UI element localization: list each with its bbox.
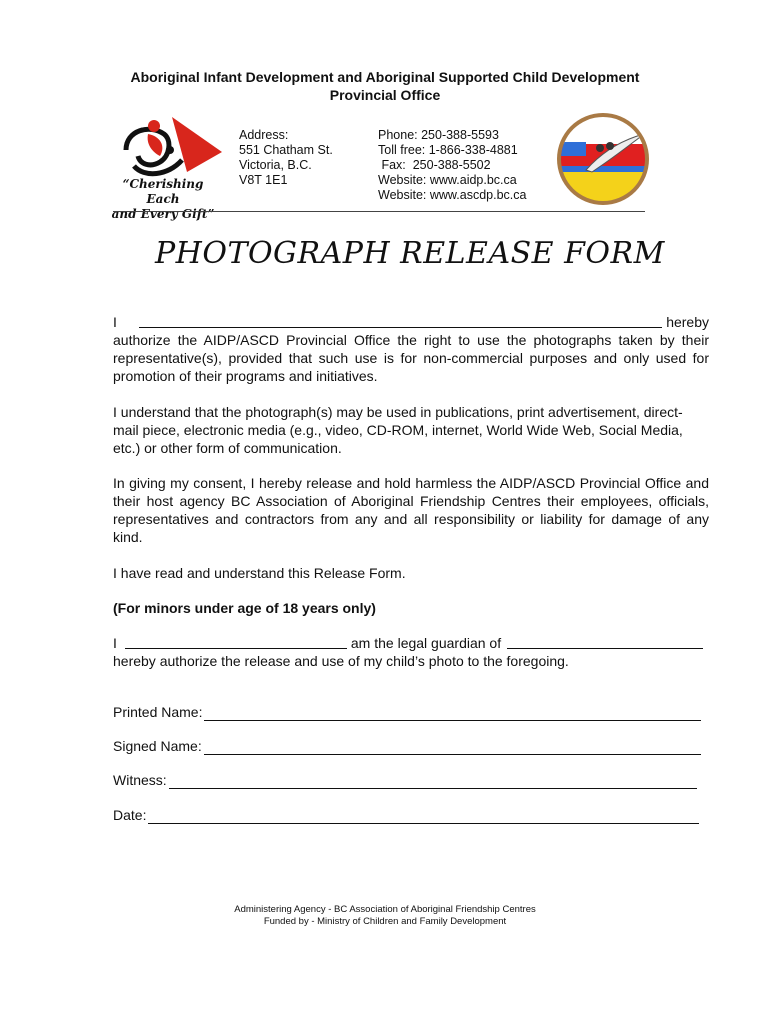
contact-phone: Phone: 250-388-5593 xyxy=(378,128,499,142)
contact-website-aidp: Website: www.aidp.bc.ca xyxy=(378,173,517,187)
printed-name-field xyxy=(113,703,701,721)
guardian-i: I xyxy=(113,635,117,651)
signed-name-label: Signed Name: xyxy=(113,738,202,754)
usage-paragraph: I understand that the photograph(s) may be used in publications, print advertisement, direct-mail piece, electronic media (e.g., video, CD-ROM, internet, World Wide Web, Social Media, etc.) or other form of communication. xyxy=(113,404,683,456)
form-title: PHOTOGRAPH RELEASE FORM xyxy=(155,236,665,271)
guardian-name-blank[interactable] xyxy=(125,634,347,649)
participant-name-blank[interactable] xyxy=(139,313,662,328)
authorization-i: I xyxy=(113,314,117,330)
release-paragraph: In giving my consent, I hereby release and hold harmless the AIDP/ASCD Provincial Office and their host agency BC Association of Aboriginal Friendship Centres their employees, officials, representatives and contractors from any and all responsibility or liability for damage of any kind. xyxy=(113,475,709,545)
guardian-paragraph xyxy=(113,634,703,670)
footer xyxy=(0,904,770,928)
authorization-text: authorize the AIDP/ASCD Provincial Office the right to use the photographs taken by their representative(s), provided that such use is for non-commercial purposes and only used for promotion of their programs and initiatives. xyxy=(113,332,709,384)
child-name-blank[interactable] xyxy=(507,634,703,649)
witness-blank[interactable] xyxy=(169,775,697,789)
contact-tollfree: Toll free: 1-866-338-4881 xyxy=(378,143,518,157)
date-label: Date: xyxy=(113,807,147,823)
address-block xyxy=(239,128,333,188)
witness-label: Witness: xyxy=(113,772,167,788)
address-city: Victoria, B.C. xyxy=(239,158,312,172)
authorization-paragraph xyxy=(113,313,709,385)
authorization-hereby: hereby xyxy=(666,314,709,330)
date-blank[interactable] xyxy=(148,810,699,824)
contact-website-ascdp: Website: www.ascdp.bc.ca xyxy=(378,188,527,202)
organization-title xyxy=(0,68,770,104)
signed-name-blank[interactable] xyxy=(204,741,701,755)
address-postal: V8T 1E1 xyxy=(239,173,288,187)
date-field xyxy=(113,806,699,824)
authorization-name-row xyxy=(113,313,709,331)
address-street: 551 Chatham St. xyxy=(239,143,333,157)
contact-block xyxy=(378,128,526,203)
acknowledgement-paragraph: I have read and understand this Release Form. xyxy=(113,565,406,581)
footer-funding: Funded by - Ministry of Children and Family Development xyxy=(263,916,507,927)
contact-fax: Fax: 250-388-5502 xyxy=(378,158,491,172)
header-divider xyxy=(113,211,645,212)
printed-name-label: Printed Name: xyxy=(113,704,203,720)
guardian-middle-text: am the legal guardian of xyxy=(350,635,502,651)
printed-name-blank[interactable] xyxy=(204,707,701,721)
minors-heading: (For minors under age of 18 years only) xyxy=(113,600,376,616)
signed-name-field xyxy=(113,737,701,755)
tagline-line2: and Every Gift” xyxy=(111,207,215,221)
organization-title-line2: Provincial Office xyxy=(329,87,441,103)
tagline-line1: “Cherishing Each xyxy=(122,177,204,206)
ascdp-logo xyxy=(556,112,650,206)
guardian-text: hereby authorize the release and use of my child’s photo to the foregoing. xyxy=(113,653,569,669)
guardian-row xyxy=(113,634,703,652)
address-label: Address: xyxy=(239,128,289,142)
witness-field xyxy=(113,771,697,789)
tagline xyxy=(108,177,218,222)
organization-title-line1: Aboriginal Infant Development and Aboriginal Supported Child Development xyxy=(130,69,640,85)
footer-agency: Administering Agency - BC Association of Aboriginal Friendship Centres xyxy=(234,904,536,915)
